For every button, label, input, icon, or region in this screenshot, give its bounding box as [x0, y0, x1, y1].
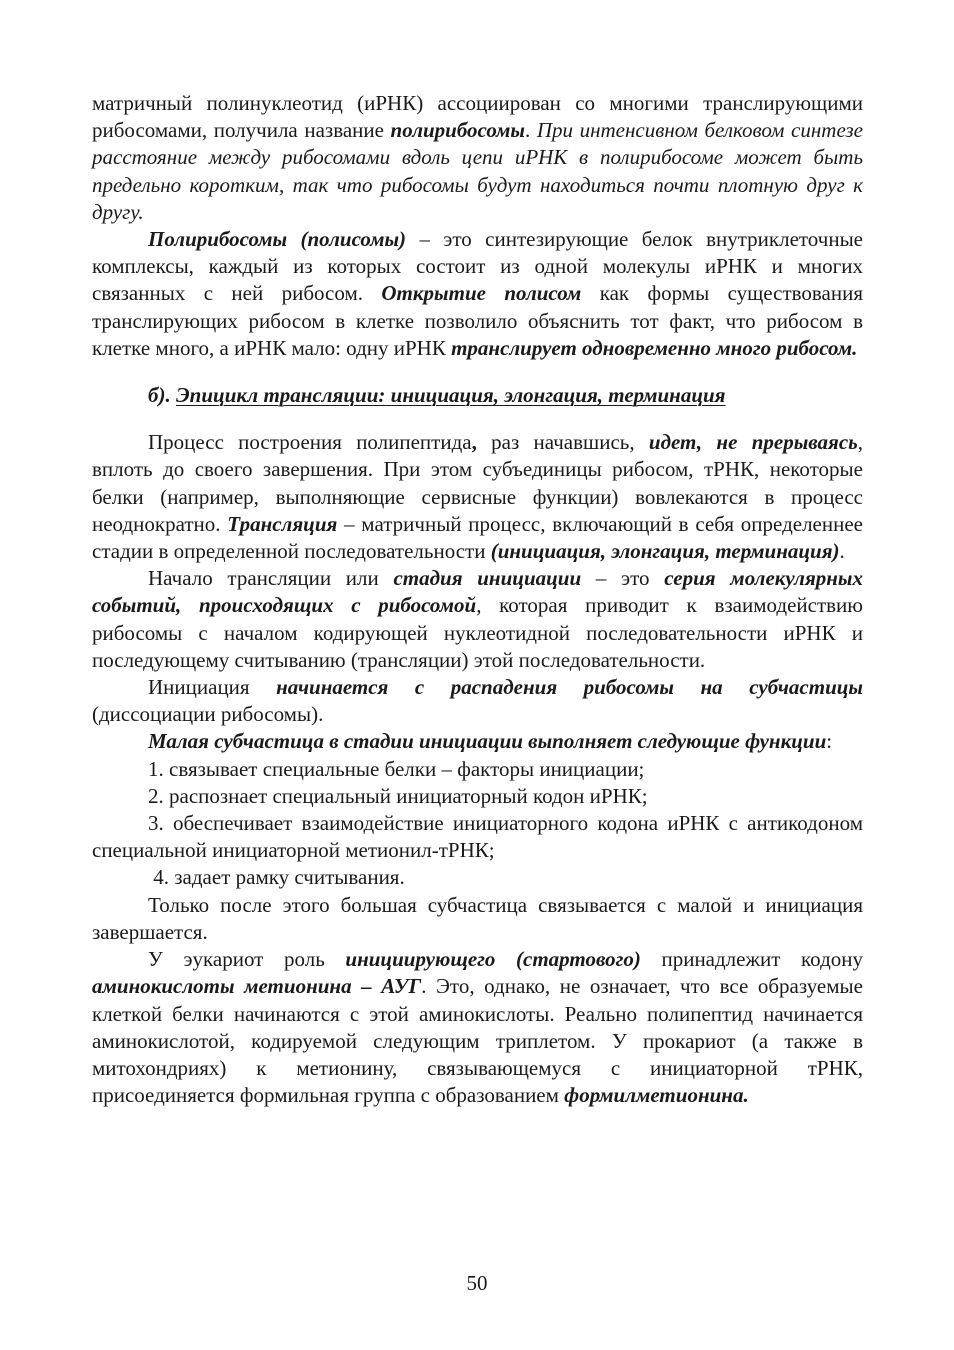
text: , вплоть до своего завершения. При этом субъединицы рибосом, тРНК, некоторые белки (например, выполняющие сервисные функции) вовлекаются в процесс неоднократно. [92, 430, 863, 536]
paragraph-initiation-complete: Только после этого большая субчастица связывается с малой и инициация завершается. [92, 892, 863, 944]
paragraph-polysomes [92, 226, 863, 362]
term-polyribosomes: полирибосомы [390, 118, 525, 143]
term-initiation-stage: стадия инициации [393, 566, 582, 591]
term-translation: Трансляция [227, 511, 338, 536]
text: (диссоциации рибосомы). [92, 702, 324, 727]
text: Процесс построения полипептида [148, 430, 472, 455]
term-methionine-aug: аминокислоты метионина – АУГ [92, 974, 422, 999]
paragraph-polyribosomes-intro [92, 90, 863, 226]
list-item: 2. распознает специальный инициаторный кодон иРНК; [148, 783, 648, 808]
text: , которая приводит к взаимодействию рибосомы с началом кодирующей нуклеотидной последовательности иРНК и последующему считыванию (трансляции) этой последовательности. [92, 593, 863, 672]
term-small-subunit-functions: Малая субчастица в стадии инициации выполняет следующие функции [148, 729, 827, 754]
text: принадлежит кодону [640, 947, 863, 972]
term-polysomes: Полирибосомы (полисомы) [148, 227, 407, 252]
paragraph-small-subunit-functions [92, 728, 863, 755]
term-stages: (инициация, элонгация, терминация) [490, 539, 840, 564]
text: – это синтезирующие белок внутриклеточные комплексы, каждый из которых состоит из одной молекулы иРНК и многих связанных с ней рибосом. [92, 227, 863, 306]
term-translates-many: транслирует одновременно много рибосом. [451, 335, 858, 360]
section-heading-title: Эпицикл трансляции: инициация, элонгация, терминация [175, 383, 726, 408]
section-heading [92, 382, 863, 409]
paragraph-start-codon [92, 946, 863, 1109]
section-heading-prefix: б). [148, 383, 176, 408]
list-item: 3. обеспечивает взаимодействие инициаторного кодона иРНК с антикодоном специальной инициаторной метионил-тРНК; [92, 811, 863, 863]
text: . [525, 118, 537, 143]
text: – матричный процесс, включающий в себя определеннее стадии в определенной последовательности [92, 511, 863, 564]
text: . Это, однако, не означает, что все образуемые клеткой белки начинаются с этой аминокислоты. Реально полипептид начинается аминокислотой, кодируемой следующим триплетом. У прокариот (а также в митохондриях) к метионину, связывающемуся с инициаторной тРНК, присоединяется формильная группа с образованием [92, 974, 863, 1108]
paragraph-translation-process [92, 429, 863, 565]
page-content [92, 90, 863, 1109]
text: Инициация [148, 675, 277, 700]
term-formylmethionine: формилметионина. [564, 1083, 749, 1108]
text: матричный полинуклеотид (иРНК) ассоциирован со многими транслирующими рибосомами, получила название [92, 91, 863, 143]
page-number: 50 [466, 1271, 488, 1295]
text: – это [581, 566, 665, 591]
paragraph-initiation-stage [92, 565, 863, 674]
term-start-codon: инициирующего (стартового) [345, 947, 641, 972]
text: У эукариот роль [148, 947, 346, 972]
list-item: 4. задает рамку считывания. [148, 865, 405, 890]
text: раз начавшись, [476, 430, 649, 455]
text: . [839, 539, 845, 564]
term-molecular-events: серия молекулярных событий, происходящих с рибосомой [92, 566, 863, 618]
text: , [471, 430, 477, 455]
italic-note: При интенсивном белковом синтезе расстояние между рибосомами вдоль цепи иРНК в полирибосоме может быть предельно коротким, так что рибосомы будут находиться почти плотную друг к другу. [92, 118, 864, 224]
text: Начало трансляции или [148, 566, 394, 591]
term-polysome-discovery: Открытие полисом [381, 281, 582, 306]
list-item: 1. связывает специальные белки – факторы инициации; [148, 756, 645, 781]
term-subunit-dissociation: начинается с распадения рибосомы на субчастицы [276, 675, 864, 700]
text: как формы существования транслирующих рибосом в клетке позволило объяснить тот факт, что рибосом в клетке много, а иРНК мало: одну иРНК [92, 281, 863, 360]
term-uninterrupted: идет, не прерываясь [648, 430, 858, 455]
paragraph-dissociation [92, 674, 863, 728]
text: : [826, 729, 833, 754]
